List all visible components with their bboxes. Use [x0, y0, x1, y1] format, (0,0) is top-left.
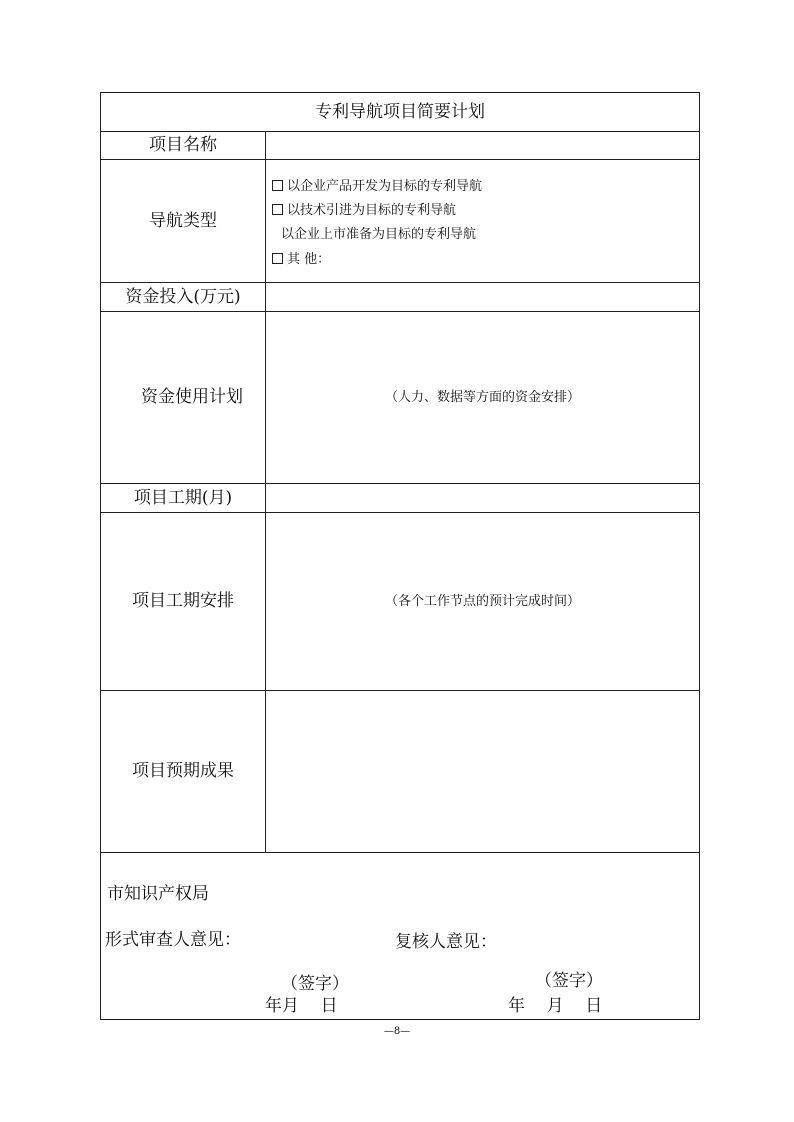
- date-left: 年月 日: [265, 996, 338, 1016]
- checkbox-icon[interactable]: [272, 204, 283, 215]
- nav-option-product[interactable]: 以企业产品开发为目标的专利导航: [272, 176, 482, 198]
- period-label: 项目工期(月): [133, 488, 233, 508]
- outcome-field[interactable]: [266, 691, 699, 852]
- schedule-label: 项目工期安排: [132, 591, 234, 611]
- plan-form: [100, 92, 700, 1020]
- checkbox-icon[interactable]: [272, 180, 283, 191]
- signature-left: （签字）: [281, 974, 349, 994]
- funding-label: 资金投入(万元): [125, 287, 241, 307]
- recheck-label: 复核人意见：: [395, 932, 497, 952]
- signature-right: （签字）: [535, 971, 603, 991]
- nav-option-ipo[interactable]: 以企业上市准备为目标的专利导航: [281, 227, 477, 242]
- nav-option-other[interactable]: 其 他：: [272, 249, 330, 271]
- page-number: —8—: [383, 1026, 411, 1037]
- checkbox-icon[interactable]: [272, 253, 283, 264]
- formal-review-label: 形式审查人意见：: [105, 930, 241, 950]
- funding-plan-label: 资金使用计划: [141, 387, 243, 407]
- funding-plan-hint[interactable]: （人力、数据等方面的资金安排）: [384, 390, 580, 405]
- project-name-label: 项目名称: [149, 135, 217, 155]
- row-divider: [101, 852, 699, 853]
- project-name-field[interactable]: [266, 132, 699, 159]
- form-title: 专利导航项目简要计划: [315, 102, 485, 122]
- outcome-label: 项目预期成果: [132, 761, 234, 781]
- bureau-name: 市知识产权局: [107, 884, 209, 904]
- funding-field[interactable]: [266, 283, 699, 311]
- nav-type-label: 导航类型: [149, 211, 217, 231]
- nav-option-tech[interactable]: 以技术引进为目标的专利导航: [272, 200, 456, 222]
- date-right: 年 月 日: [508, 996, 603, 1016]
- period-field[interactable]: [266, 484, 699, 512]
- schedule-hint[interactable]: （各个工作节点的预计完成时间）: [384, 594, 580, 609]
